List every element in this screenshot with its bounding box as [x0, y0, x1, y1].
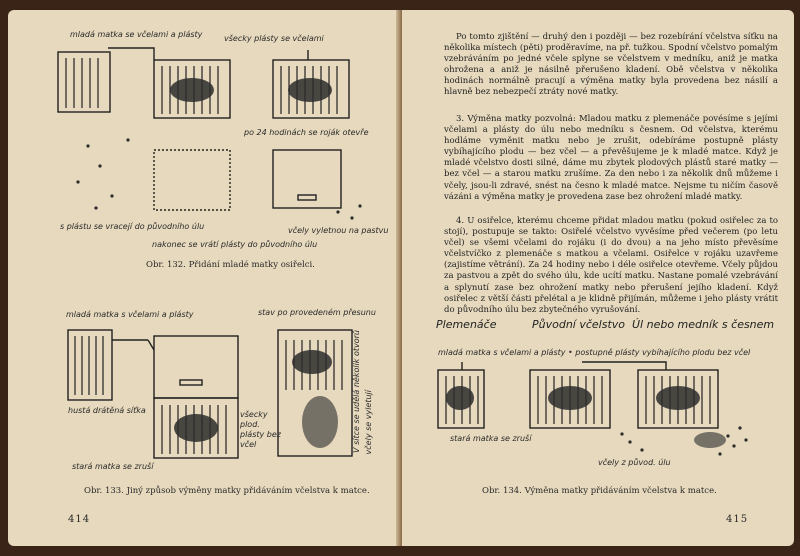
- fig132-caption: Obr. 132. Přidání mladé matky osiřelci.: [146, 260, 315, 270]
- fig133-label-vertical-2: včely se vyletují: [364, 390, 373, 455]
- right-page: [402, 10, 794, 546]
- page-number-right: 415: [726, 514, 749, 525]
- fig132-label-final: nakonec se vrátí plásty do původního úlu: [152, 240, 318, 249]
- fig134-header-2: Původní včelstvo: [532, 318, 626, 331]
- fig134-label-vcely: včely z původ. úlu: [598, 458, 671, 467]
- left-page: [8, 10, 400, 546]
- fig133-label-stara: stará matka se zruší: [72, 462, 154, 471]
- fig132-label-bottom-left: s plástu se vracejí do původního úlu: [60, 222, 205, 231]
- fig134-header-1: Plemenáče: [436, 318, 497, 331]
- fig133-label-top-left: mladá matka s včelami a plásty: [66, 310, 194, 319]
- fig134-label-stara: stará matka se zruší: [450, 434, 532, 443]
- fig133-label-top-right: stav po provedeném přesunu: [258, 308, 376, 317]
- page-number-left: 414: [68, 514, 91, 525]
- paragraph-2: 3. Výměna matky pozvolná: Mladou matku z plemenáče povésíme s jejími včelami a plásty do úlu nebo medníku s česnem. Od včelstva, kterému hodláme vyměnit matku nebo je zrušit, odebíráme postupně plásty vybíhajícího plodu — bez včel — a převěšujeme je k mladé matce. Když je mladé včelstvo dosti silné, dáme mu zbytek plodových plástů staré matky — bez včel — a starou matku zrušíme. Za den nebo i za několik dnů můžeme i včely, jsou-li zdravé, snést na česno k mladé matce. Nejsme tu ničím časově vázáni a výměna matky je provedena zase bez ohrožení mladé matky.: [444, 114, 778, 202]
- fig133-label-vertical-1: V sítce se udělá několik otvorů: [352, 330, 361, 453]
- fig132-label-top-left: mladá matka se včelami a plásty: [70, 30, 203, 39]
- fig134-caption: Obr. 134. Výměna matky přidáváním včelstva k matce.: [482, 486, 717, 496]
- fig132-label-bottom-right: včely vyletnou na pastvu: [288, 226, 389, 235]
- fig132-133-drawings: [8, 10, 400, 546]
- fig133-caption: Obr. 133. Jiný způsob výměny matky přidáváním včelstva k matce.: [84, 486, 370, 496]
- fig133-label-sitka: hustá drátěná síťka: [68, 406, 146, 415]
- fig134-label-top: mladá matka s včelami a plásty • postupně plásty vybíhajícího plodu bez včel: [438, 348, 751, 357]
- paragraph-3: 4. U osiřelce, kterému chceme přidat mladou matku (pokud osiřelec za to stojí), postupuje se takto: Osiřelé včelstvo vyvěsíme před večerem (po letu včel) se všemi včelami do rojáku (i do dvou) a na jeho místo převěsíme včelstvíčko z plemenáče s matkou a včelami. Osiřelce v rojáku uzavřeme (zajistíme větrání). Za 24 hodiny nebo i déle osiřelce otevřeme. Včely půjdou za pastvou a zpět do svého úlu, kde ucítí matku. Nastane pomalé vzebrávání a splynutí zase bez ohrožení matky nebo přerušení jejího kladení. Když osiřelec z větší části přelétal a je klidně přijímán, můžeme i jeho plásty vrátit do původního úlu bez zbytečného vyrušování.: [444, 216, 778, 315]
- paragraph-1: Po tomto zjištění — druhý den i později — bez rozebírání včelstva síťku na několika místech (pěti) proděravíme, na př. tužkou. Spodní včelstvo pomalým vzebráváním po jedné včele splyne se včelstvem v medníku, aniž je matka ohrožena a aniž je násilně přerušeno kladení. Obě včelstva v několika hodinách normálně pracují a výměna matky byla provedena bez násilí a hlavně bez nebezpečí ztráty nové matky.: [444, 32, 778, 98]
- fig132-label-24h: po 24 hodinách se roják otevře: [244, 128, 369, 137]
- fig134-header-3: Úl nebo medník s česnem: [632, 318, 775, 331]
- fig132-label-top-right: všecky plásty se včelami: [224, 34, 324, 43]
- fig133-label-vsecky: všecky plod. plásty bez včel: [240, 410, 281, 449]
